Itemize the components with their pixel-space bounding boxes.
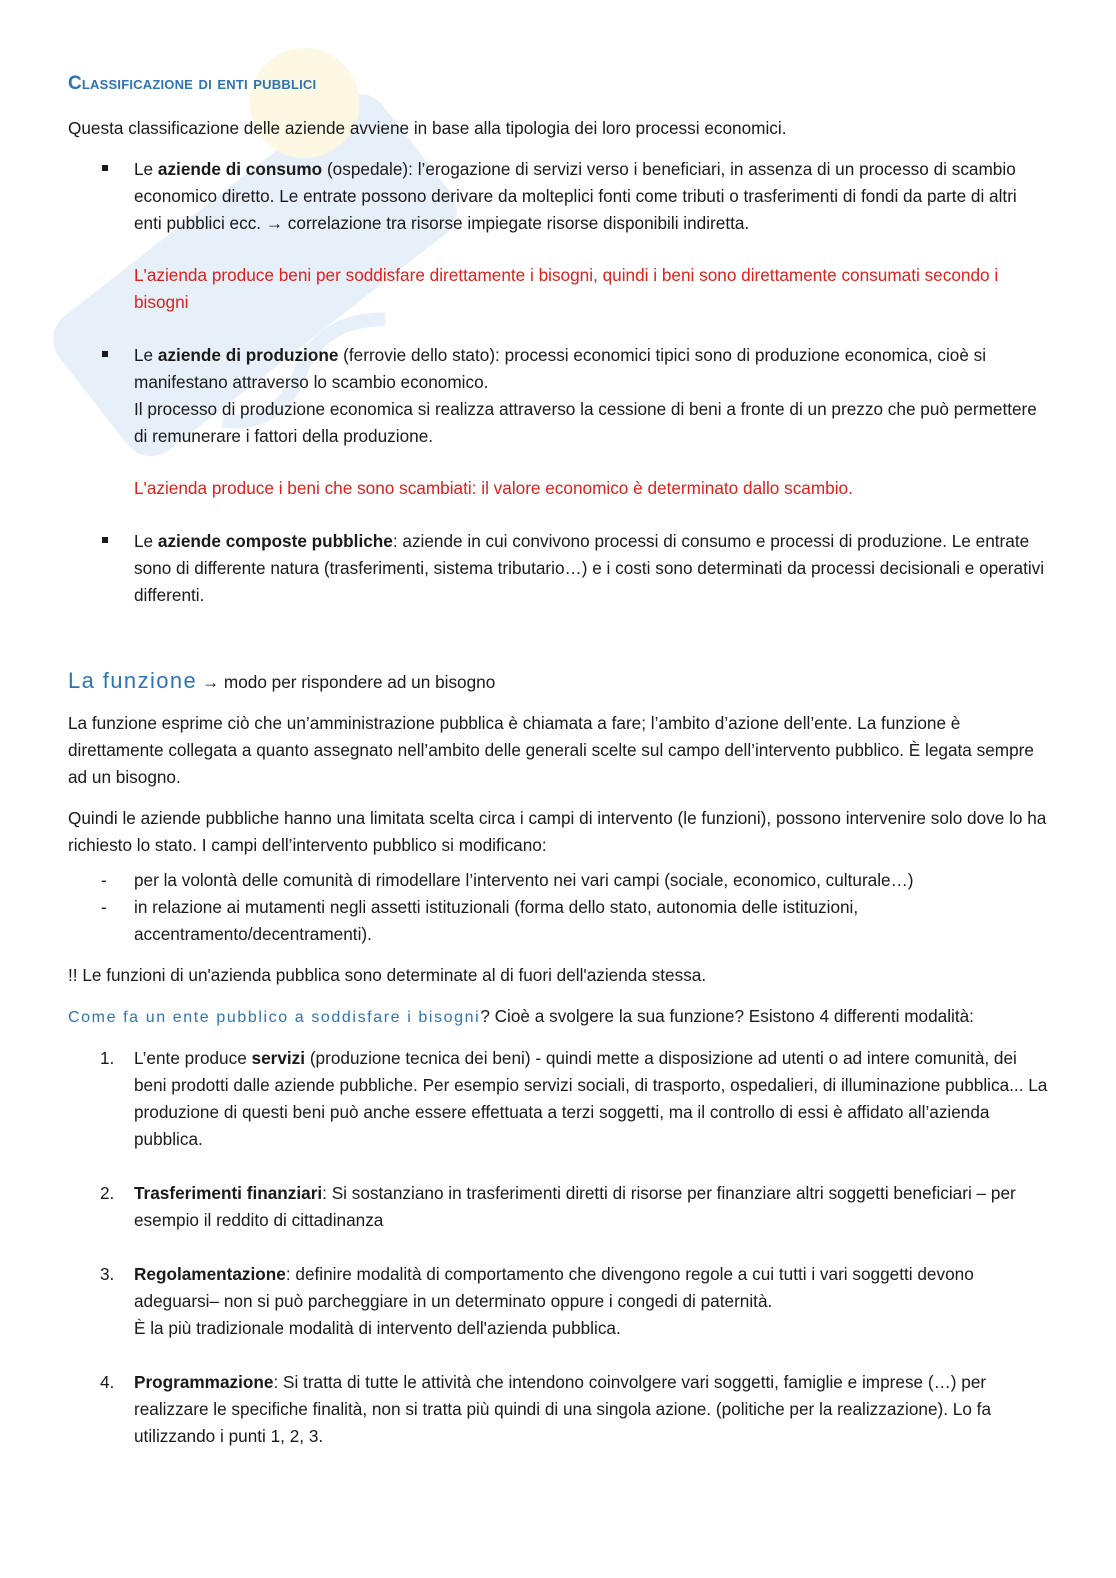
note-aziende-produzione: L'azienda produce i beni che sono scambiati: il valore economico è determinato dallo scambio.	[134, 478, 853, 498]
square-bullet-icon	[102, 351, 108, 357]
term-aziende-composte: aziende composte pubbliche	[157, 531, 393, 551]
right-arrow-icon: →	[265, 213, 284, 233]
funzione-paragraph-1: La funzione esprime ciò che un’amministrazione pubblica è chiamata a fare; l’ambito d’azione dell’ente. La funzione è direttamente collegata a quanto assegnato nell’ambito delle generali scelte sul campo dell’intervento pubblico. È legata sempre ad un bisogno.	[68, 713, 1034, 787]
funzione-subtitle: modo per rispondere ad un bisogno	[219, 672, 496, 692]
question-blue-heading: Come fa un ente pubblico a soddisfare i bisogni	[68, 1009, 481, 1026]
funzione-title: La funzione	[68, 668, 198, 693]
classification-list	[68, 156, 1048, 237]
right-arrow-icon: →	[201, 672, 220, 692]
dash-list	[68, 867, 1048, 948]
list-number: 2.	[100, 1183, 115, 1203]
square-bullet-icon	[102, 537, 108, 543]
section-heading-funzione	[68, 667, 1048, 696]
modalita-item-regolamentazione: 3. Regolamentazione: definire modalità di comportamento che divengono regole a cui tutti i vari soggetti devono adeguarsi– non si può parcheggiare in un determinato oppure i congedi di paternità. È la più tradizionale modalità di intervento dell'azienda pubblica.	[68, 1261, 1048, 1342]
classification-list-2	[68, 342, 1048, 450]
term-aziende-produzione: aziende di produzione	[157, 345, 339, 365]
list-number: 3.	[100, 1264, 115, 1284]
dash-bullet-icon: -	[101, 897, 107, 917]
document-page	[68, 70, 1048, 1477]
intro-paragraph: Questa classificazione delle aziende avviene in base alla tipologia dei loro processi economici.	[68, 118, 787, 138]
funzione-paragraph-2: Quindi le aziende pubbliche hanno una limitata scelta circa i campi di intervento (le funzioni), possono intervenire solo dove lo ha richiesto lo stato. I campi dell’intervento pubblico si modificano:	[68, 808, 1047, 855]
dash-item: - per la volontà delle comunità di rimodellare l’intervento nei vari campi (sociale, economico, culturale…)	[68, 867, 1048, 894]
square-bullet-icon	[102, 165, 108, 171]
list-number: 1.	[100, 1048, 115, 1068]
list-item-aziende-consumo: Le aziende di consumo (ospedale): l’erogazione di servizi verso i beneficiari, in assenza di un processo di scambio economico diretto. Le entrate possono derivare da molteplici fonti come tributi o trasferimenti di fondi da parte di altri enti pubblici ecc. → correlazione tra risorse impiegate risorse disponibili indiretta.	[68, 156, 1048, 237]
term-aziende-consumo: aziende di consumo	[157, 159, 323, 179]
list-item-aziende-composte: Le aziende composte pubbliche: aziende in cui convivono processi di consumo e processi di produzione. Le entrate sono di differente natura (trasferimenti, sistema tributario…) e i costi sono determinati da processi decisionali e operativi differenti.	[68, 528, 1048, 609]
list-number: 4.	[100, 1372, 115, 1392]
dash-item: - in relazione ai mutamenti negli assetti istituzionali (forma dello stato, autonomia delle istituzioni, accentramento/decentramenti).	[68, 894, 1048, 948]
dash-bullet-icon: -	[101, 870, 107, 890]
question-line: Come fa un ente pubblico a soddisfare i bisogni? Cioè a svolgere la sua funzione? Esistono 4 differenti modalità:	[68, 1006, 974, 1026]
modalita-list	[68, 1045, 1048, 1450]
modalita-item-servizi: 1. L’ente produce servizi (produzione tecnica dei beni) - quindi mette a disposizione ad utenti o ad intere comunità, dei beni prodotti dalle aziende pubbliche. Per esempio servizi sociali, di trasporto, ospedalieri, di illuminazione pubblica... La produzione di questi beni può anche essere effettuata a terzi soggetti, ma il controllo di essi è affidato all’azienda pubblica.	[68, 1045, 1048, 1153]
section-heading-classificazione: Classificazione di enti pubblici	[68, 73, 317, 94]
modalita-item-programmazione: 4. Programmazione: Si tratta di tutte le attività che intendono coinvolgere vari soggetti, famiglie e imprese (…) per realizzare le specifiche finalità, non si tratta più quindi di una singola azione. (politiche per la realizzazione). Lo fa utilizzando i punti 1, 2, 3.	[68, 1369, 1048, 1450]
list-item-aziende-produzione: Le aziende di produzione (ferrovie dello stato): processi economici tipici sono di produzione economica, cioè si manifestano attraverso lo scambio economico. Il processo di produzione economica si realizza attraverso la cessione di beni a fronte di un prezzo che può permettere di remunerare i fattori della produzione.	[68, 342, 1048, 450]
funzione-note: !! Le funzioni di un'azienda pubblica sono determinate al di fuori dell'azienda stessa.	[68, 965, 707, 985]
note-aziende-consumo: L'azienda produce beni per soddisfare direttamente i bisogni, quindi i beni sono direttamente consumati secondo i bisogni	[134, 265, 999, 312]
classification-list-3	[68, 528, 1048, 609]
modalita-item-trasferimenti: 2. Trasferimenti finanziari: Si sostanziano in trasferimenti diretti di risorse per finanziare altri soggetti beneficiari – per esempio il reddito di cittadinanza	[68, 1180, 1048, 1234]
